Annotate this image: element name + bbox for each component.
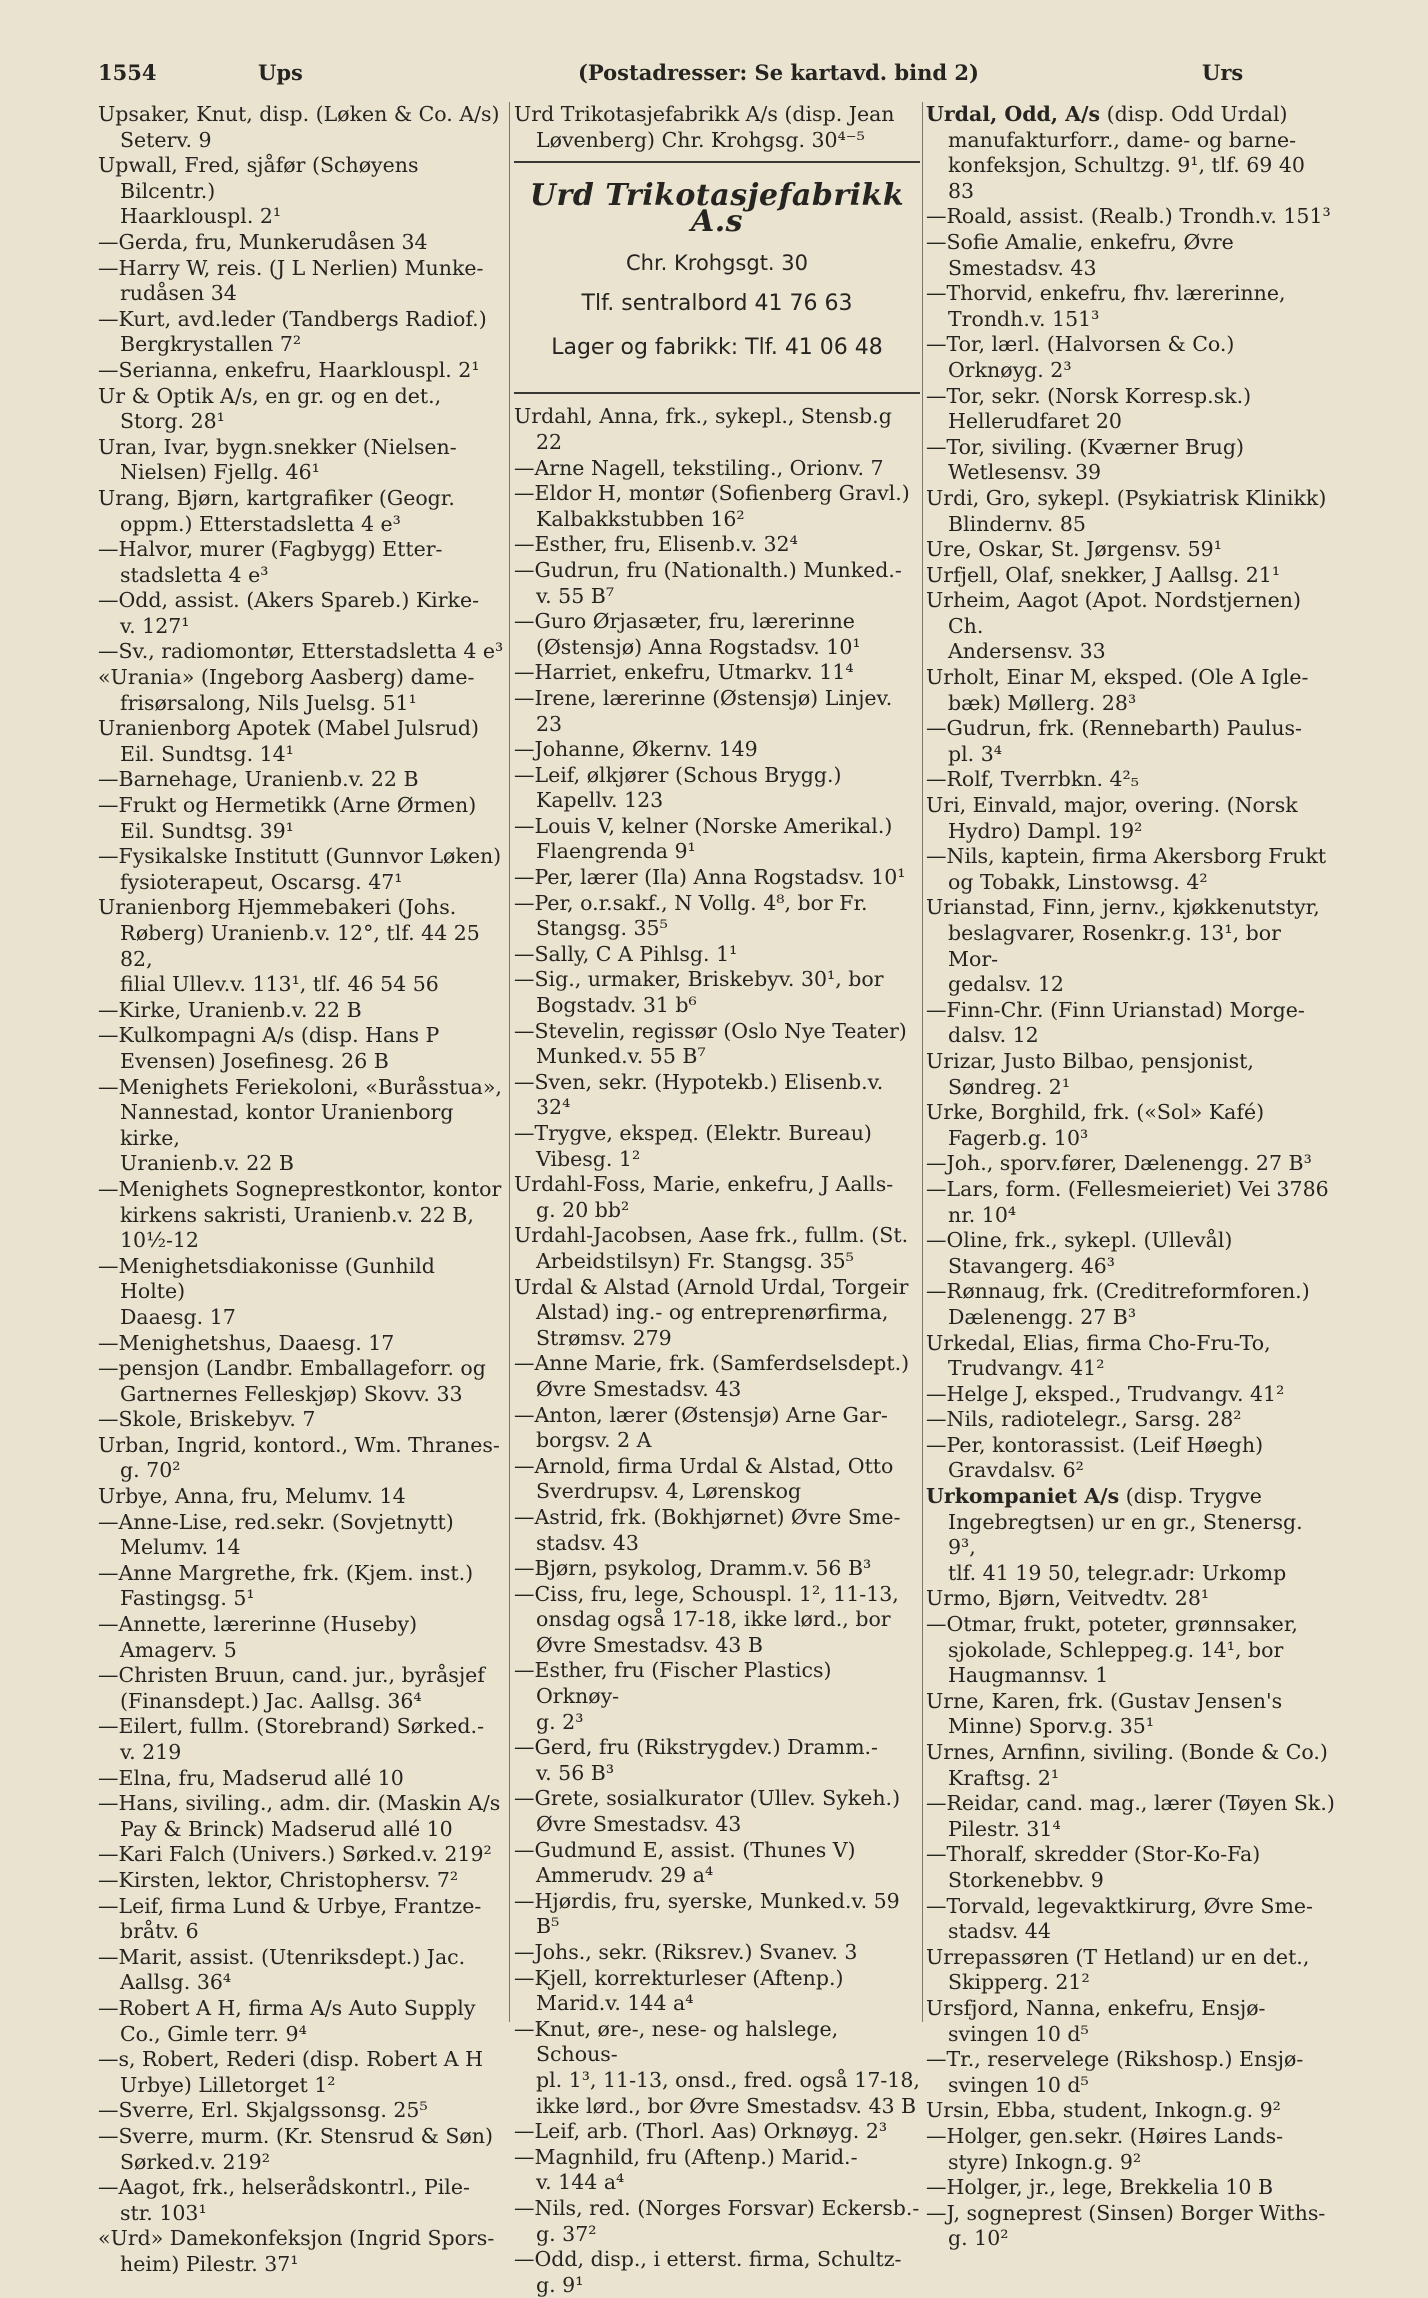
directory-entry xyxy=(926,1791,1336,1842)
entry-text: —Robert A H, firma A/s Auto Supply Co., Gimle terr. 9⁴ xyxy=(98,1995,476,2046)
entry-text: Uranienborg Apotek (Mabel Julsrud) Eil. Sundtsg. 14¹ xyxy=(98,716,480,766)
entry-company-name: Urkompaniet A/s xyxy=(926,1484,1120,1509)
entry-text: Urban, Ingrid, kontord., Wm. Thranes- g. 70² xyxy=(98,1432,500,1483)
entry-text: Urang, Bjørn, kartgrafiker (Geogr. oppm.) Etterstadsletta 4 e³ xyxy=(98,485,455,536)
entry-text: Urrepassøren (T Hetland) ur en det., Skipperg. 21² xyxy=(926,1944,1310,1995)
page-header xyxy=(98,60,1338,92)
directory-entry xyxy=(514,763,920,814)
entry-text: Urdahl-Jacobsen, Aase frk., fullm. (St. Arbeidstilsyn) Fr. Stangsg. 35⁵ xyxy=(514,1223,909,1273)
entry-text: —Leif, firma Lund & Urbye, Frantze- bråtv. 6 xyxy=(98,1893,482,1944)
entry-text: «Urania» (Ingeborg Aasberg) dame- frisørsalong, Nils Juelsg. 51¹ xyxy=(98,665,475,715)
entry-text: —Skole, Briskebyv. 7 xyxy=(98,1407,316,1432)
entry-text: —Roald, assist. (Realb.) Trondh.v. 151³ xyxy=(926,204,1331,229)
entry-text: Urdahl-Foss, Marie, enkefru, J Aalls- g. 20 bb² xyxy=(514,1172,894,1222)
entry-text: —Arnold, firma Urdal & Alstad, Otto Sverdrupsv. 4, Lørenskog xyxy=(514,1453,894,1504)
directory-entry xyxy=(514,558,920,609)
directory-entry xyxy=(926,1740,1336,1791)
entry-text: —Torvald, legevaktkirurg, Øvre Sme- stadsv. 44 xyxy=(926,1893,1313,1944)
column-2-top-entries xyxy=(514,102,920,153)
column-3 xyxy=(926,102,1336,2251)
entry-text: —Irene, lærerinne (Østensjø) Linjev. 23 xyxy=(514,685,893,736)
directory-entry xyxy=(98,793,506,844)
directory-entry xyxy=(98,1407,506,1433)
entry-text: —Magnhild, fru (Aftenp.) Marid.- v. 144 a⁴ xyxy=(514,2144,858,2195)
directory-entry xyxy=(514,1070,920,1121)
directory-entry xyxy=(926,767,1336,793)
directory-entry xyxy=(514,2247,920,2298)
entry-text: —Reidar, cand. mag., lærer (Tøyen Sk.) Pilestr. 31⁴ xyxy=(926,1791,1335,1841)
directory-entry xyxy=(926,2047,1336,2098)
directory-entry xyxy=(926,895,1336,997)
directory-entry xyxy=(98,1561,506,1612)
entry-text: Urdi, Gro, sykepl. (Psykiatrisk Klinikk) Blindernv. 85 xyxy=(926,485,1327,536)
entry-text: —Anne-Lise, red.sekr. (Sovjetnytt) Melumv. 14 xyxy=(98,1509,454,1560)
directory-entry xyxy=(926,1228,1336,1279)
directory-entry xyxy=(514,2119,920,2145)
entry-text: —Gudrun, fru (Nationalth.) Munked.- v. 55 B⁷ xyxy=(514,557,902,608)
directory-entry xyxy=(514,1786,920,1837)
entry-text: Urne, Karen, frk. (Gustav Jensen's Minne) Sporv.g. 35¹ xyxy=(926,1688,1283,1739)
entry-text: —pensjon (Landbr. Emballageforr. og Gartnernes Felleskjøp) Skovv. 33 xyxy=(98,1356,486,1406)
directory-entry xyxy=(926,281,1336,332)
entry-text: —Serianna, enkefru, Haarklouspl. 2¹ xyxy=(98,357,480,382)
directory-entry xyxy=(98,102,506,153)
entry-text: Urianstad, Finn, jernv., kjøkkenutstyr, beslagvarer, Rosenkr.g. 13¹, bor Mor- gedalsv. 12 xyxy=(926,895,1320,997)
advert-warehouse-phone: Lager og fabrikk: Tlf. 41 06 48 xyxy=(551,335,883,361)
directory-entry xyxy=(98,1868,506,1894)
entry-text: Urheim, Aagot (Apot. Nordstjernen) Ch. Andersensv. 33 xyxy=(926,588,1302,664)
directory-entry xyxy=(98,895,506,997)
entry-text: (disp. Trygve Ingebregtsen) ur en gr., Stenersg. 9³, tlf. 41 19 50, telegr.adr: Urkomp xyxy=(948,1484,1303,1585)
entry-text: —Sverre, Erl. Skjalgssonsg. 25⁵ xyxy=(98,2098,428,2123)
advertisement-box xyxy=(514,161,920,394)
entry-text: —Fysikalske Institutt (Gunnvor Løken) fysioterapeut, Oscarsg. 47¹ xyxy=(98,844,502,894)
entry-text: —Kurt, avd.leder (Tandbergs Radiof.) Bergkrystallen 7² xyxy=(98,306,487,357)
directory-entry xyxy=(98,1023,506,1074)
directory-entry xyxy=(926,2124,1336,2175)
entry-text: —Harriet, enkefru, Utmarkv. 11⁴ xyxy=(514,660,854,685)
entry-text: —Christen Bruun, cand. jur., byråsjef (Finansdept.) Jac. Aallsg. 36⁴ xyxy=(98,1663,485,1713)
entry-text: —Gerd, fru (Rikstrygdev.) Dramm.- v. 56 B³ xyxy=(514,1735,878,1785)
directory-entry xyxy=(98,1766,506,1792)
directory-entry xyxy=(926,1894,1336,1945)
entry-text: —Joh., sporv.fører, Dælenengg. 27 B³ xyxy=(926,1151,1312,1176)
directory-entry xyxy=(514,865,920,891)
entry-text: Urke, Borghild, frk. («Sol» Kafé) Fagerb.g. 10³ xyxy=(926,1100,1265,1150)
advert-address: Chr. Krohgsgt. 30 xyxy=(625,251,809,276)
entry-text: Urdahl, Anna, frk., sykepl., Stensb.g 22 xyxy=(514,404,892,454)
directory-entry xyxy=(514,1275,920,1352)
entry-text: —Menighetshus, Daaesg. 17 xyxy=(98,1330,395,1355)
entry-text: —Holger, gen.sekr. (Høires Lands- styre) Inkogn.g. 9² xyxy=(926,2123,1284,2174)
directory-entry xyxy=(926,1996,1336,2047)
directory-entry xyxy=(926,1049,1336,1100)
entry-text: «Urd» Damekonfeksjon (Ingrid Spors- heim) Pilestr. 37¹ xyxy=(98,2226,495,2276)
directory-entry xyxy=(98,1075,506,1177)
entry-text: —Arne Nagell, tekstiling., Orionv. 7 xyxy=(514,455,884,480)
entry-text: —Holger, jr., lege, Brekkelia 10 B xyxy=(926,2175,1274,2200)
directory-entry xyxy=(514,1019,920,1070)
entry-text: —Thoralf, skredder (Stor-Ko-Fa) Storkenebbv. 9 xyxy=(926,1842,1261,1892)
directory-entry xyxy=(98,1714,506,1765)
entry-text: —Oline, frk., sykepl. (Ullevål) Stavangerg. 46³ xyxy=(926,1228,1233,1278)
entry-text: —Nils, kaptein, firma Akersborg Frukt og Tobakk, Linstowsg. 4² xyxy=(926,844,1327,894)
directory-entry xyxy=(926,1484,1336,1586)
entry-text: —Kulkompagni A/s (disp. Hans P Evensen) Josefinesg. 26 B xyxy=(98,1023,440,1073)
entry-text: Urdal & Alstad (Arnold Urdal, Torgeir Alstad) ing.- og entreprenørfirma, Strømsv. 279 xyxy=(514,1274,909,1350)
entry-text: Ure, Oskar, St. Jørgensv. 59¹ xyxy=(926,537,1222,562)
directory-entry xyxy=(514,1351,920,1402)
entry-text: —Kjell, korrekturleser (Aftenp.) Marid.v. 144 a⁴ xyxy=(514,1965,844,2016)
entry-text: —Hans, siviling., adm. dir. (Maskin A/s Pay & Brinck) Madserud allé 10 xyxy=(98,1791,501,1841)
directory-entry xyxy=(514,942,920,968)
entry-text: Urfjell, Olaf, snekker, J Aallsg. 21¹ xyxy=(926,562,1281,587)
entry-text: Ursin, Ebba, student, Inkogn.g. 9² xyxy=(926,2098,1281,2123)
directory-entry xyxy=(514,1403,920,1454)
directory-entry xyxy=(98,2098,506,2124)
directory-entry xyxy=(514,1658,920,1735)
entry-text: —Marit, assist. (Utenriksdept.) Jac. Aallsg. 36⁴ xyxy=(98,1944,466,1995)
directory-entry xyxy=(98,1484,506,1510)
entry-text: —Anton, lærer (Østensjø) Arne Gar- borgsv. 2 A xyxy=(514,1402,888,1453)
entry-text: —Otmar, frukt, poteter, grønnsaker, sjokolade, Schleppeg.g. 14¹, bor Haugmannsv. 1 xyxy=(926,1612,1298,1688)
entry-text: —Sven, sekr. (Hypotekb.) Elisenb.v. 32⁴ xyxy=(514,1069,884,1120)
directory-entry xyxy=(98,358,506,384)
entry-text: —Tr., reservelege (Rikshosp.) Ensjø- svingen 10 d⁵ xyxy=(926,2047,1304,2097)
entry-text: —Eilert, fullm. (Storebrand) Sørked.- v. 219 xyxy=(98,1714,484,1764)
directory-entry xyxy=(514,532,920,558)
directory-entry xyxy=(926,1407,1336,1433)
directory-entry xyxy=(98,1894,506,1945)
advert-company-name: Urd Trikotasjefabrikk A.s xyxy=(529,178,905,239)
entry-text: —Leif, arb. (Thorl. Aas) Orknøyg. 2³ xyxy=(514,2119,888,2144)
entry-text: —Grete, sosialkurator (Ullev. Sykeh.) Øvre Smestadsv. 43 xyxy=(514,1786,901,1837)
entry-text: Ursfjord, Nanna, enkefru, Ensjø- svingen 10 d⁵ xyxy=(926,1995,1266,2046)
entry-text: (disp. Odd Urdal) manufakturforr., dame- og barne- konfeksjon, Schultzg. 9¹, tlf. 69 40 83 xyxy=(948,102,1305,203)
header-left-word: Ups xyxy=(258,60,303,85)
entry-text: Uran, Ivar, bygn.snekker (Nielsen- Nielsen) Fjellg. 46¹ xyxy=(98,434,457,485)
entry-text: —Stevelin, regissør (Oslo Nye Teater) Munked.v. 55 B⁷ xyxy=(514,1018,907,1069)
directory-entry xyxy=(926,998,1336,1049)
directory-entry xyxy=(514,2196,920,2247)
entry-text: —Barnehage, Uranienb.v. 22 B xyxy=(98,767,419,792)
entry-text: —Odd, disp., i etterst. firma, Schultz- g. 9¹ xyxy=(514,2247,902,2297)
directory-entry xyxy=(98,1996,506,2047)
directory-entry xyxy=(514,1582,920,1659)
entry-text: —Helge J, eksped., Trudvangv. 41² xyxy=(926,1381,1285,1406)
column-divider xyxy=(922,102,923,2022)
entry-text: —Nils, red. (Norges Forsvar) Eckersb.- g. 37² xyxy=(514,2195,920,2246)
entry-text: —Sig., urmaker, Briskebyv. 30¹, bor Bogstadv. 31 b⁶ xyxy=(514,967,884,1018)
directory-entry xyxy=(926,1151,1336,1177)
entry-text: —Menighetsdiakonisse (Gunhild Holte) Daaesg. 17 xyxy=(98,1253,435,1329)
entry-text: —Annette, lærerinne (Huseby) Amagerv. 5 xyxy=(98,1612,418,1662)
header-postal-note: (Postadresser: Se kartavd. bind 2) xyxy=(578,60,979,85)
directory-entry xyxy=(926,793,1336,844)
entry-text: Uri, Einvald, major, overing. (Norsk Hydro) Dampl. 19² xyxy=(926,793,1298,843)
directory-entry xyxy=(514,891,920,942)
entry-text: Urkedal, Elias, firma Cho-Fru-To, Trudvangv. 41² xyxy=(926,1330,1271,1381)
directory-entry xyxy=(926,1945,1336,1996)
directory-entry xyxy=(514,660,920,686)
column-2-entries xyxy=(514,404,920,2298)
entry-text: —Anne Margrethe, frk. (Kjem. inst.) Fastingsg. 5¹ xyxy=(98,1560,474,1611)
entry-text: —Menighets Sogneprestkontor, kontor kirkens sakristi, Uranienb.v. 22 B, 10½-12 xyxy=(98,1176,502,1253)
directory-entry xyxy=(98,2124,506,2175)
directory-entry xyxy=(98,1331,506,1357)
entry-text: —Sverre, murm. (Kr. Stensrud & Søn) Sørked.v. 219² xyxy=(98,2123,493,2174)
directory-entry xyxy=(926,230,1336,281)
entry-text: —Esther, fru (Fischer Plastics) Orknøy- g. 2³ xyxy=(514,1658,832,1734)
directory-entry xyxy=(926,1279,1336,1330)
directory-entry xyxy=(98,153,506,230)
directory-entry xyxy=(514,1966,920,2017)
entry-text: —Kirsten, lektor, Christophersv. 7² xyxy=(98,1867,459,1892)
directory-entry xyxy=(514,1556,920,1582)
entry-text: —Per, kontorassist. (Leif Høegh) Gravdalsv. 6² xyxy=(926,1432,1264,1483)
entry-text: —Harry W, reis. (J L Nerlien) Munke- rudåsen 34 xyxy=(98,255,484,306)
directory-entry xyxy=(98,1612,506,1663)
directory-entry xyxy=(98,486,506,537)
entry-text: —Knut, øre-, nese- og halslege, Schous- pl. 1³, 11-13, onsd., fred. også 17-18, ikke lørd., bor Øvre Smestadsv. 43 B xyxy=(514,2016,920,2118)
directory-entry xyxy=(98,537,506,588)
entry-text: Urizar, Justo Bilbao, pensjonist, Søndreg. 2¹ xyxy=(926,1048,1254,1099)
directory-entry xyxy=(926,1177,1336,1228)
entry-text: —s, Robert, Rederi (disp. Robert A H Urbye) Lilletorget 1² xyxy=(98,2047,483,2097)
entry-text: —Rolf, Tverrbkn. 4²₅ xyxy=(926,767,1139,792)
column-2 xyxy=(514,102,920,2297)
directory-entry xyxy=(514,1505,920,1556)
directory-entry xyxy=(98,230,506,256)
directory-entry xyxy=(926,2098,1336,2124)
directory-entry xyxy=(514,1454,920,1505)
directory-entry xyxy=(98,998,506,1024)
entry-text: Urbye, Anna, fru, Melumv. 14 xyxy=(98,1484,406,1509)
directory-entry xyxy=(98,1254,506,1331)
directory-entry xyxy=(98,1842,506,1868)
directory-entry xyxy=(926,1842,1336,1893)
entry-text: Urmo, Bjørn, Veitvedtv. 28¹ xyxy=(926,1586,1210,1611)
entry-text: —Bjørn, psykolog, Dramm.v. 56 B³ xyxy=(514,1556,872,1581)
entry-text: —Ciss, fru, lege, Schouspl. 1², 11-13, onsdag også 17-18, ikke lørd., bor Øvre Smestadsv. 43 B xyxy=(514,1581,899,1657)
directory-entry xyxy=(98,307,506,358)
entry-company-name: Urdal, Odd, A/s xyxy=(926,102,1101,126)
directory-entry xyxy=(98,1663,506,1714)
directory-entry xyxy=(926,435,1336,486)
directory-entry xyxy=(98,1356,506,1407)
directory-entry xyxy=(98,1791,506,1842)
entry-text: —Leif, ølkjører (Schous Brygg.) Kapellv. 123 xyxy=(514,762,842,813)
directory-entry xyxy=(98,639,506,665)
directory-entry xyxy=(926,486,1336,537)
directory-entry xyxy=(926,204,1336,230)
directory-entry xyxy=(926,2175,1336,2201)
directory-entry xyxy=(514,1121,920,1172)
directory-entry xyxy=(926,716,1336,767)
directory-entry xyxy=(926,1586,1336,1612)
directory-entry xyxy=(514,967,920,1018)
entry-text: —Halvor, murer (Fagbygg) Etter- stadsletta 4 e³ xyxy=(98,537,443,587)
directory-entry xyxy=(98,665,506,716)
advert-phone: Tlf. sentralbord 41 76 63 xyxy=(581,291,853,317)
directory-entry xyxy=(926,384,1336,435)
directory-entry xyxy=(98,2047,506,2098)
directory-entry xyxy=(514,481,920,532)
directory-entry xyxy=(926,1689,1336,1740)
entry-text: —Gudrun, frk. (Rennebarth) Paulus- pl. 3⁴ xyxy=(926,716,1302,766)
directory-entry xyxy=(98,1433,506,1484)
directory-entry xyxy=(514,102,920,153)
entry-text: Urholt, Einar M, eksped. (Ole A Igle- bæk) Møllerg. 28³ xyxy=(926,665,1309,715)
directory-entry xyxy=(926,2201,1336,2252)
directory-entry xyxy=(926,332,1336,383)
entry-text: Upsaker, Knut, disp. (Løken & Co. A/s) Seterv. 9 xyxy=(98,102,500,152)
entry-text: —Per, lærer (Ila) Anna Rogstadsv. 10¹ xyxy=(514,865,906,890)
column-1 xyxy=(98,102,506,2276)
entry-text: —Sv., radiomontør, Etterstadsletta 4 e³ xyxy=(98,639,504,664)
directory-entry xyxy=(514,814,920,865)
directory-entry xyxy=(98,1510,506,1561)
page-number: 1554 xyxy=(98,60,157,85)
directory-entry xyxy=(514,2145,920,2196)
entry-text: —Eldor H, montør (Sofienberg Gravl.) Kalbakkstubben 16² xyxy=(514,481,910,531)
entry-text: —Rønnaug, frk. (Creditreformforen.) Dælenengg. 27 B³ xyxy=(926,1279,1310,1329)
directory-entry xyxy=(514,1889,920,1940)
directory-entry xyxy=(98,844,506,895)
entry-text: —Aagot, frk., helserådskontrl., Pile- str. 103¹ xyxy=(98,2175,470,2225)
entry-text: —Elna, fru, Madserud allé 10 xyxy=(98,1765,404,1790)
entry-text: —Anne Marie, frk. (Samferdselsdept.) Øvre Smestadsv. 43 xyxy=(514,1351,910,1401)
entry-text: —Frukt og Hermetikk (Arne Ørmen) Eil. Sundtsg. 39¹ xyxy=(98,793,477,843)
directory-entry xyxy=(926,665,1336,716)
directory-entry xyxy=(98,384,506,435)
directory-entry xyxy=(514,404,920,455)
directory-entry xyxy=(926,588,1336,665)
directory-entry xyxy=(98,1177,506,1254)
directory-entry xyxy=(98,256,506,307)
entry-text: —Trygve, ekspeд. (Elektr. Bureau) Vibesg. 1² xyxy=(514,1121,872,1171)
entry-text: —Lars, form. (Fellesmeieriet) Vei 3786 nr. 10⁴ xyxy=(926,1176,1329,1227)
entry-text: —Finn-Chr. (Finn Urianstad) Morge- dalsv. 12 xyxy=(926,997,1305,1048)
directory-entry xyxy=(98,767,506,793)
directory-entry xyxy=(514,1735,920,1786)
directory-entry xyxy=(98,1945,506,1996)
directory-entry xyxy=(514,1940,920,1966)
directory-entry xyxy=(514,737,920,763)
header-right-word: Urs xyxy=(1202,60,1244,85)
entry-text: —Odd, assist. (Akers Spareb.) Kirke- v. 127¹ xyxy=(98,588,480,638)
entry-text: Urnes, Arnfinn, siviling. (Bonde & Co.) Kraftsg. 2¹ xyxy=(926,1740,1328,1790)
directory-entry xyxy=(926,844,1336,895)
directory-entry xyxy=(926,1100,1336,1151)
directory-entry xyxy=(926,1382,1336,1408)
directory-entry xyxy=(98,2226,506,2277)
directory-entry xyxy=(926,102,1336,204)
entry-text: —Sofie Amalie, enkefru, Øvre Smestadsv. 43 xyxy=(926,229,1234,280)
entry-text: —Louis V, kelner (Norske Amerikal.) Flaengrenda 9¹ xyxy=(514,813,893,864)
entry-text: —Kirke, Uranienb.v. 22 B xyxy=(98,997,362,1022)
directory-entry xyxy=(98,2175,506,2226)
directory-entry xyxy=(926,1612,1336,1689)
entry-text: —Johs., sekr. (Riksrev.) Svanev. 3 xyxy=(514,1940,858,1964)
entry-text: —Nils, radiotelegr., Sarsg. 28² xyxy=(926,1407,1242,1432)
entry-text: Upwall, Fred, sjåfør (Schøyens Bilcentr.) Haarklouspl. 2¹ xyxy=(98,153,419,229)
entry-text: —J, sogneprest (Sinsen) Borger Withs- g. 10² xyxy=(926,2200,1326,2251)
directory-entry xyxy=(514,456,920,482)
entry-text: —Tor, sekr. (Norsk Korresp.sk.) Hellerudfaret 20 xyxy=(926,383,1252,434)
entry-text: —Guro Ørjasæter, fru, lærerinne (Østensjø) Anna Rogstadsv. 10¹ xyxy=(514,609,861,659)
directory-entry xyxy=(926,1331,1336,1382)
directory-entry xyxy=(98,435,506,486)
directory-entry xyxy=(514,1838,920,1889)
entry-text: —Astrid, frk. (Bokhjørnet) Øvre Sme- stadsv. 43 xyxy=(514,1504,901,1555)
directory-entry xyxy=(98,716,506,767)
entry-text: —Menighets Feriekoloni, «Buråsstua», Nannestad, kontor Uranienborg kirke, Uranienb.v. 22 B xyxy=(98,1074,502,1176)
directory-entry xyxy=(98,588,506,639)
entry-text: —Gerda, fru, Munkerudåsen 34 xyxy=(98,229,428,254)
directory-entry xyxy=(926,1433,1336,1484)
directory-entry xyxy=(514,609,920,660)
directory-entry xyxy=(514,2017,920,2119)
entry-text: —Gudmund E, assist. (Thunes V) Ammerudv. 29 a⁴ xyxy=(514,1837,856,1888)
entry-text: —Johanne, Økernv. 149 xyxy=(514,737,758,762)
column-divider xyxy=(509,102,510,2022)
directory-entry xyxy=(514,1223,920,1274)
entry-text: —Hjørdis, fru, syerske, Munked.v. 59 B⁵ xyxy=(514,1888,900,1939)
directory-entry xyxy=(514,1172,920,1223)
entry-text: —Sally, C A Pihlsg. 1¹ xyxy=(514,941,738,966)
entry-text: —Per, o.r.sakf., N Vollg. 4⁸, bor Fr. Stangsg. 35⁵ xyxy=(514,890,868,941)
directory-entry xyxy=(926,563,1336,589)
entry-text: —Tor, siviling. (Kværner Brug) Wetlesensv. 39 xyxy=(926,434,1244,485)
directory-entry xyxy=(926,537,1336,563)
entry-text: Urd Trikotasjefabrikk A/s (disp. Jean Løvenberg) Chr. Krohgsg. 30⁴⁻⁵ xyxy=(514,102,895,152)
directory-entry xyxy=(514,686,920,737)
entry-text: Ur & Optik A/s, en gr. og en det., Storg. 28¹ xyxy=(98,383,442,434)
entry-text: —Tor, lærl. (Halvorsen & Co.) Orknøyg. 2³ xyxy=(926,332,1235,382)
entry-text: —Esther, fru, Elisenb.v. 32⁴ xyxy=(514,532,798,557)
entry-text: —Thorvid, enkefru, fhv. lærerinne, Trondh.v. 151³ xyxy=(926,281,1286,331)
entry-text: —Kari Falch (Univers.) Sørked.v. 219² xyxy=(98,1842,492,1867)
entry-text: Uranienborg Hjemmebakeri (Johs. Røberg) Uranienb.v. 12°, tlf. 44 25 82, filial Ullev.v. 113¹, tlf. 46 54 56 xyxy=(98,895,480,997)
